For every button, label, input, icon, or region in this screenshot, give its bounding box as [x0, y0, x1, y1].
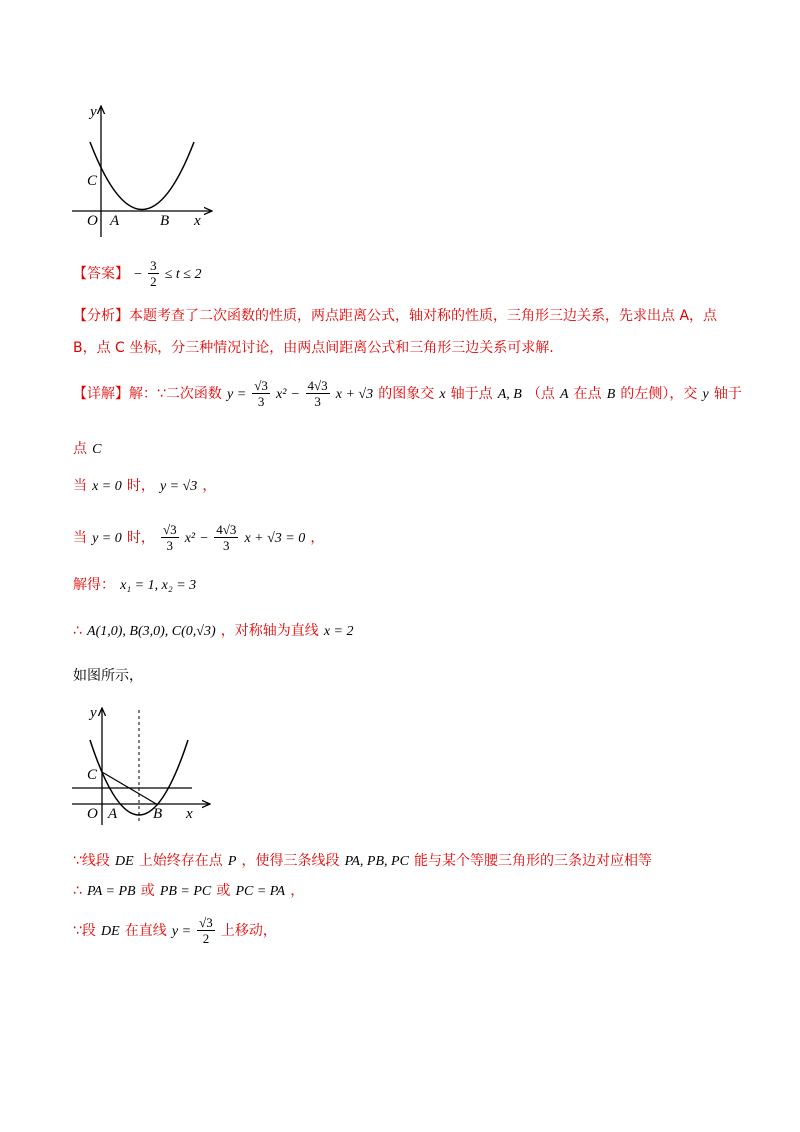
para-line-line: [73, 915, 277, 946]
when-y0-comma: ，: [310, 530, 325, 546]
para-p-segs: PA, PB, PC: [344, 854, 409, 869]
answer-line: [73, 258, 201, 289]
parabola-figure-1: [60, 100, 220, 240]
para-p-line: [73, 850, 652, 870]
detail-tag: 【详解】解：∵二次函数: [73, 386, 222, 402]
label-y: y: [90, 104, 97, 120]
answer-rest: ≤ t ≤ 2: [164, 267, 202, 282]
therefore-axis: x = 2: [323, 624, 354, 639]
detail-frac-1-den: 3: [257, 394, 265, 409]
para-p-de: DE: [115, 854, 134, 869]
detail-point-a: A: [560, 387, 569, 402]
detail-frac-2: [306, 378, 330, 409]
para-line-t2: 上移动，: [220, 923, 277, 939]
detail-frac-1: [252, 378, 270, 409]
label-y: y: [90, 705, 97, 721]
para-line-t1: 在直线: [124, 923, 167, 939]
therefore-text: ，对称轴为直线: [220, 623, 319, 639]
para-line-eq-y: y =: [171, 924, 192, 939]
detail-text-3: （点: [526, 386, 555, 402]
label-c: C: [87, 767, 98, 783]
when-x0-line: [73, 475, 216, 495]
analysis-line-2: B，点 C 坐标，分三种情况讨论，由两点间距离公式和三角形三边关系可求解.: [73, 340, 554, 356]
para-p-sym: ∵线段: [73, 853, 110, 869]
when-x0-dang: 当: [73, 478, 87, 494]
para-eq-or2: 或: [216, 883, 231, 899]
when-x0-shi: 时，: [126, 478, 155, 494]
label-b: B: [153, 806, 163, 822]
label-c: C: [87, 173, 98, 189]
when-y0-frac-1: [161, 522, 179, 553]
para-eq-sym: ∴: [73, 883, 82, 899]
para-eq-or1: 或: [140, 883, 155, 899]
when-y0-frac-2-den: 3: [223, 538, 230, 553]
solve-label: 解得：: [73, 577, 115, 593]
detail-frac-1-num: √3: [254, 378, 268, 393]
when-y0-x2: x²: [184, 531, 196, 546]
detail-line-1: [73, 378, 742, 409]
label-origin: O: [87, 806, 98, 822]
detail-frac-2-num: 4√3: [307, 378, 328, 393]
para-line-sym: ∵段: [73, 923, 96, 939]
when-y0-frac-1-den: 3: [166, 538, 174, 553]
label-x: x: [194, 213, 201, 229]
therefore-sym: ∴: [73, 623, 82, 639]
when-y0-line: [73, 522, 324, 553]
answer-frac-den: 2: [150, 274, 157, 289]
detail-line2-text: 点: [73, 441, 87, 457]
label-a: A: [108, 806, 118, 822]
detail-line-2: [73, 438, 101, 458]
when-x0-res: y = √3: [159, 479, 198, 494]
para-eq-comma: ，: [290, 883, 305, 899]
detail-text-2: 轴于点: [450, 386, 493, 402]
para-line-frac-den: 2: [202, 931, 210, 946]
as-shown: 如图所示，: [73, 668, 143, 684]
para-p-t3: 能与某个等腰三角形的三条边对应相等: [414, 853, 653, 869]
when-y0-frac-2: [214, 522, 238, 553]
detail-text-1: 的图象交: [378, 386, 435, 402]
when-y0-tail: x + √3 = 0: [244, 531, 306, 546]
detail-points-ab: A, B: [497, 387, 522, 402]
detail-text-5: 的左侧），交: [620, 386, 698, 402]
therefore-line: [73, 620, 353, 640]
label-b: B: [160, 213, 170, 229]
detail-text-4: 在点: [573, 386, 602, 402]
para-eq-e1: PA = PB: [87, 884, 136, 899]
when-y0-shi: 时，: [126, 530, 155, 546]
solve-line: [73, 574, 196, 594]
when-y0-cond: y = 0: [92, 531, 122, 546]
solve-roots: x₁ = 1, x₂ = 3: [120, 578, 197, 593]
when-y0-dang: 当: [73, 530, 87, 546]
para-line-frac: [197, 915, 215, 946]
para-line-frac-num: √3: [199, 915, 213, 930]
para-p-p: P: [227, 854, 237, 869]
therefore-points: A(1,0), B(3,0), C(0,√3): [87, 624, 216, 639]
detail-text-6: 轴于: [713, 386, 742, 402]
when-y0-minus: −: [200, 531, 209, 546]
detail-minus: −: [291, 387, 300, 402]
para-eq-line: [73, 880, 304, 900]
detail-var-y: y: [702, 387, 709, 402]
answer-tag: 【答案】: [73, 266, 129, 282]
parabola-curve: [90, 142, 194, 210]
para-eq-e3: PC = PA: [235, 884, 286, 899]
when-y0-frac-2-num: 4√3: [216, 522, 237, 537]
para-line-de: DE: [101, 924, 120, 939]
label-x: x: [186, 806, 193, 822]
para-p-t2: ，使得三条线段: [241, 853, 340, 869]
label-origin: O: [87, 213, 98, 229]
detail-line2-c: C: [92, 442, 102, 457]
analysis-line-1: 【分析】本题考查了二次函数的性质，两点距离公式，轴对称的性质，三角形三边关系，先求出点 A，点: [73, 308, 718, 324]
label-a: A: [110, 213, 120, 229]
detail-var-x: x: [439, 387, 446, 402]
detail-frac-2-den: 3: [314, 394, 321, 409]
answer-minus: −: [134, 267, 142, 282]
when-x0-comma: ，: [202, 478, 217, 494]
para-p-t1: 上始终存在点: [138, 853, 223, 869]
when-y0-frac-1-num: √3: [162, 522, 177, 537]
when-x0-cond: x = 0: [92, 479, 122, 494]
answer-fraction: [148, 258, 159, 289]
parabola-figure-2: [60, 700, 220, 830]
answer-frac-num: 3: [150, 258, 157, 273]
para-eq-e2: PB = PC: [159, 884, 212, 899]
detail-point-b: B: [606, 387, 616, 402]
detail-x2: x²: [276, 387, 287, 402]
detail-tail: x + √3: [335, 387, 374, 402]
detail-eq-y: y =: [227, 387, 247, 402]
